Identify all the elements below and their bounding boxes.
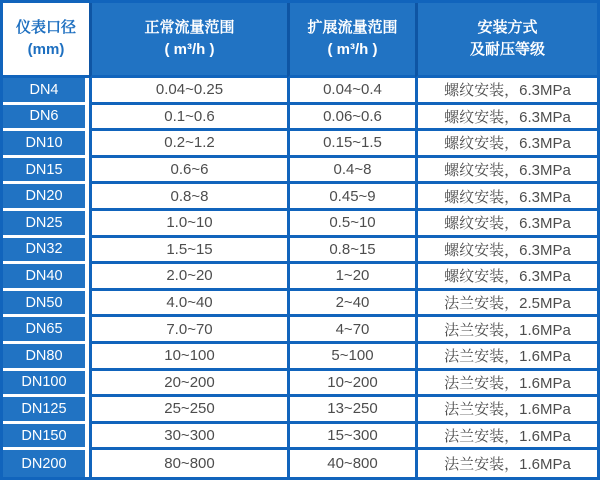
extended-range-cell: 5~100	[287, 344, 415, 371]
diameter-cell: DN10	[3, 131, 89, 158]
header-meter-diameter-line2: (mm)	[27, 41, 65, 58]
extended-range-cell: 40~800	[287, 450, 415, 477]
diameter-cell: DN150	[3, 424, 89, 451]
extended-range-cell: 2~40	[287, 291, 415, 318]
normal-range-cell: 10~100	[89, 344, 287, 371]
normal-range-cell: 0.1~0.6	[89, 105, 287, 132]
normal-range-cell: 4.0~40	[89, 291, 287, 318]
installation-cell: 法兰安装，1.6MPa	[415, 371, 597, 398]
header-normal-flow-range	[89, 3, 287, 78]
normal-range-cell: 25~250	[89, 397, 287, 424]
extended-range-cell: 4~70	[287, 317, 415, 344]
normal-range-cell: 2.0~20	[89, 264, 287, 291]
normal-range-cell: 20~200	[89, 371, 287, 398]
header-normal-flow-range-line2: ( m³/h )	[164, 41, 215, 58]
extended-range-cell: 13~250	[287, 397, 415, 424]
diameter-cell: DN32	[3, 238, 89, 265]
normal-range-cell: 1.0~10	[89, 211, 287, 238]
header-extended-flow-range	[287, 3, 415, 78]
installation-cell: 螺纹安装，6.3MPa	[415, 264, 597, 291]
header-extended-flow-range-line1: 扩展流量范围	[307, 18, 398, 36]
normal-range-cell: 80~800	[89, 450, 287, 477]
normal-range-cell: 0.6~6	[89, 158, 287, 185]
header-installation-pressure-line2: 及耐压等级	[469, 41, 545, 58]
diameter-cell: DN80	[3, 344, 89, 371]
header-extended-flow-range-line2: ( m³/h )	[327, 41, 378, 58]
diameter-cell: DN15	[3, 158, 89, 185]
normal-range-cell: 0.2~1.2	[89, 131, 287, 158]
extended-range-cell: 10~200	[287, 371, 415, 398]
installation-cell: 螺纹安装，6.3MPa	[415, 105, 597, 132]
header-normal-flow-range-line1: 正常流量范围	[144, 18, 235, 36]
installation-cell: 螺纹安装，6.3MPa	[415, 131, 597, 158]
diameter-cell: DN40	[3, 264, 89, 291]
normal-range-cell: 30~300	[89, 424, 287, 451]
normal-range-cell: 7.0~70	[89, 317, 287, 344]
header-meter-diameter	[3, 3, 89, 78]
installation-cell: 螺纹安装，6.3MPa	[415, 184, 597, 211]
diameter-cell: DN100	[3, 371, 89, 398]
installation-cell: 螺纹安装，6.3MPa	[415, 158, 597, 185]
installation-cell: 螺纹安装，6.3MPa	[415, 78, 597, 105]
installation-cell: 法兰安装，1.6MPa	[415, 317, 597, 344]
normal-range-cell: 0.8~8	[89, 184, 287, 211]
normal-range-cell: 1.5~15	[89, 238, 287, 265]
extended-range-cell: 15~300	[287, 424, 415, 451]
header-installation-pressure-line1: 安装方式	[477, 18, 538, 36]
installation-cell: 螺纹安装，6.3MPa	[415, 211, 597, 238]
diameter-cell: DN4	[3, 78, 89, 105]
extended-range-cell: 0.4~8	[287, 158, 415, 185]
extended-range-cell: 0.45~9	[287, 184, 415, 211]
installation-cell: 法兰安装，1.6MPa	[415, 424, 597, 451]
header-meter-diameter-line1: 仪表口径	[15, 18, 76, 36]
extended-range-cell: 0.5~10	[287, 211, 415, 238]
installation-cell: 法兰安装，1.6MPa	[415, 450, 597, 477]
header-installation-pressure	[415, 3, 597, 78]
extended-range-cell: 0.06~0.6	[287, 105, 415, 132]
extended-range-cell: 0.04~0.4	[287, 78, 415, 105]
extended-range-cell: 0.8~15	[287, 238, 415, 265]
installation-cell: 法兰安装，1.6MPa	[415, 344, 597, 371]
installation-cell: 法兰安装，2.5MPa	[415, 291, 597, 318]
diameter-cell: DN125	[3, 397, 89, 424]
diameter-cell: DN20	[3, 184, 89, 211]
diameter-cell: DN50	[3, 291, 89, 318]
diameter-cell: DN6	[3, 105, 89, 132]
diameter-cell: DN200	[3, 450, 89, 477]
installation-cell: 螺纹安装，6.3MPa	[415, 238, 597, 265]
diameter-cell: DN25	[3, 211, 89, 238]
installation-cell: 法兰安装，1.6MPa	[415, 397, 597, 424]
extended-range-cell: 0.15~1.5	[287, 131, 415, 158]
extended-range-cell: 1~20	[287, 264, 415, 291]
diameter-cell: DN65	[3, 317, 89, 344]
normal-range-cell: 0.04~0.25	[89, 78, 287, 105]
